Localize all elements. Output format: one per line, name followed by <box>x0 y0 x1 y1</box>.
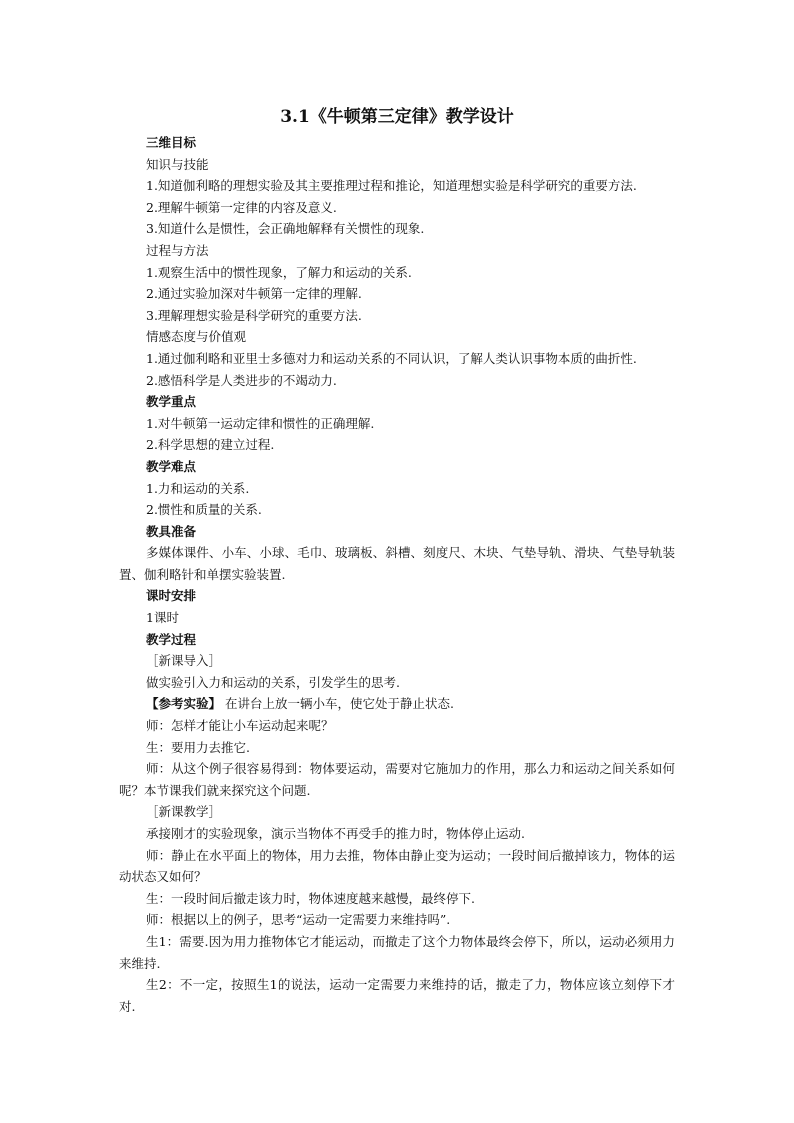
section-heading-materials: 教具准备 <box>146 523 197 539</box>
label-new-lesson-intro: ［新课导入］ <box>146 653 222 669</box>
dialogue-line: 师：根据以上的例子，思考“运动一定需要力来维持吗”. <box>146 912 451 928</box>
paragraph: 做实验引入力和运动的关系，引发学生的思考. <box>146 674 400 690</box>
paragraph: 1.对牛顿第一运动定律和惯性的正确理解. <box>146 415 375 431</box>
dialogue-line: 师：从这个例子很容易得到：物体要运动，需要对它施加力的作用，那么力和运动之间关系如何呢？本节课我们就来探究这个问题. <box>119 761 675 798</box>
paragraph: 3.知道什么是惯性，会正确地解释有关惯性的现象. <box>146 221 425 237</box>
paragraph: 多媒体课件、小车、小球、毛巾、玻璃板、斜槽、刻度尺、木块、气垫导轨、滑块、气垫导轨装置、伽利略针和单摆实验装置. <box>119 545 675 582</box>
paragraph: 2.科学思想的建立过程. <box>146 437 275 453</box>
document-title: 3.1《牛顿第三定律》教学设计 <box>280 107 514 127</box>
subheading-attitude: 情感态度与价值观 <box>146 329 247 345</box>
dialogue-line: 生1：需要.因为用力推物体它才能运动，而撤走了这个力物体最终会停下，所以，运动必须用力来维持. <box>119 933 675 971</box>
paragraph: 1课时 <box>146 610 179 626</box>
dialogue-line: 师：怎样才能让小车运动起来呢？ <box>146 718 334 734</box>
subheading-process: 过程与方法 <box>146 242 209 258</box>
paragraph: 1.力和运动的关系. <box>146 480 250 496</box>
experiment-text: 在讲台上放一辆小车，使它处于静止状态. <box>221 696 454 712</box>
label-new-lesson-teaching: ［新课教学］ <box>146 804 222 820</box>
document-page <box>119 103 675 1017</box>
paragraph: 2.惯性和质量的关系. <box>146 502 262 518</box>
section-heading-objectives: 三维目标 <box>146 135 197 150</box>
dialogue-line: 师：静止在水平面上的物体，用力去推，物体由静止变为运动；一段时间后撤掉该力，物体的运动状态又如何？ <box>119 847 675 885</box>
dialogue-line: 生：一段时间后撤走该力时，物体速度越来越慢，最终停下. <box>146 890 475 906</box>
paragraph: 3.理解理想实验是科学研究的重要方法. <box>146 307 362 323</box>
paragraph: 2.感悟科学是人类进步的不竭动力. <box>146 372 337 388</box>
dialogue-line: 生2：不一定，按照生1的说法，运动一定需要力来维持的话，撤走了力，物体应该立刻停下才对. <box>119 977 675 1014</box>
section-heading-schedule: 课时安排 <box>146 588 197 604</box>
paragraph: 1.观察生活中的惯性现象，了解力和运动的关系. <box>146 264 412 280</box>
paragraph: 1.知道伽利略的理想实验及其主要推理过程和推论，知道理想实验是科学研究的重要方法. <box>146 178 637 194</box>
paragraph: 2.理解牛顿第一定律的内容及意义. <box>146 199 337 215</box>
dialogue-line: 生：要用力去推它. <box>146 739 250 755</box>
section-heading-process: 教学过程 <box>146 631 197 647</box>
paragraph: 2.通过实验加深对牛顿第一定律的理解. <box>146 286 362 302</box>
subheading-knowledge: 知识与技能 <box>146 156 209 172</box>
paragraph: 承接刚才的实验现象，演示当物体不再受手的推力时，物体停止运动. <box>146 826 525 841</box>
paragraph-experiment <box>119 693 675 715</box>
section-heading-key-points: 教学重点 <box>146 394 197 410</box>
section-heading-difficulties: 教学难点 <box>146 458 197 474</box>
paragraph: 1.通过伽利略和亚里士多德对力和运动关系的不同认识，了解人类认识事物本质的曲折性. <box>146 350 637 366</box>
label-reference-experiment: 【参考实验】 <box>146 696 222 712</box>
